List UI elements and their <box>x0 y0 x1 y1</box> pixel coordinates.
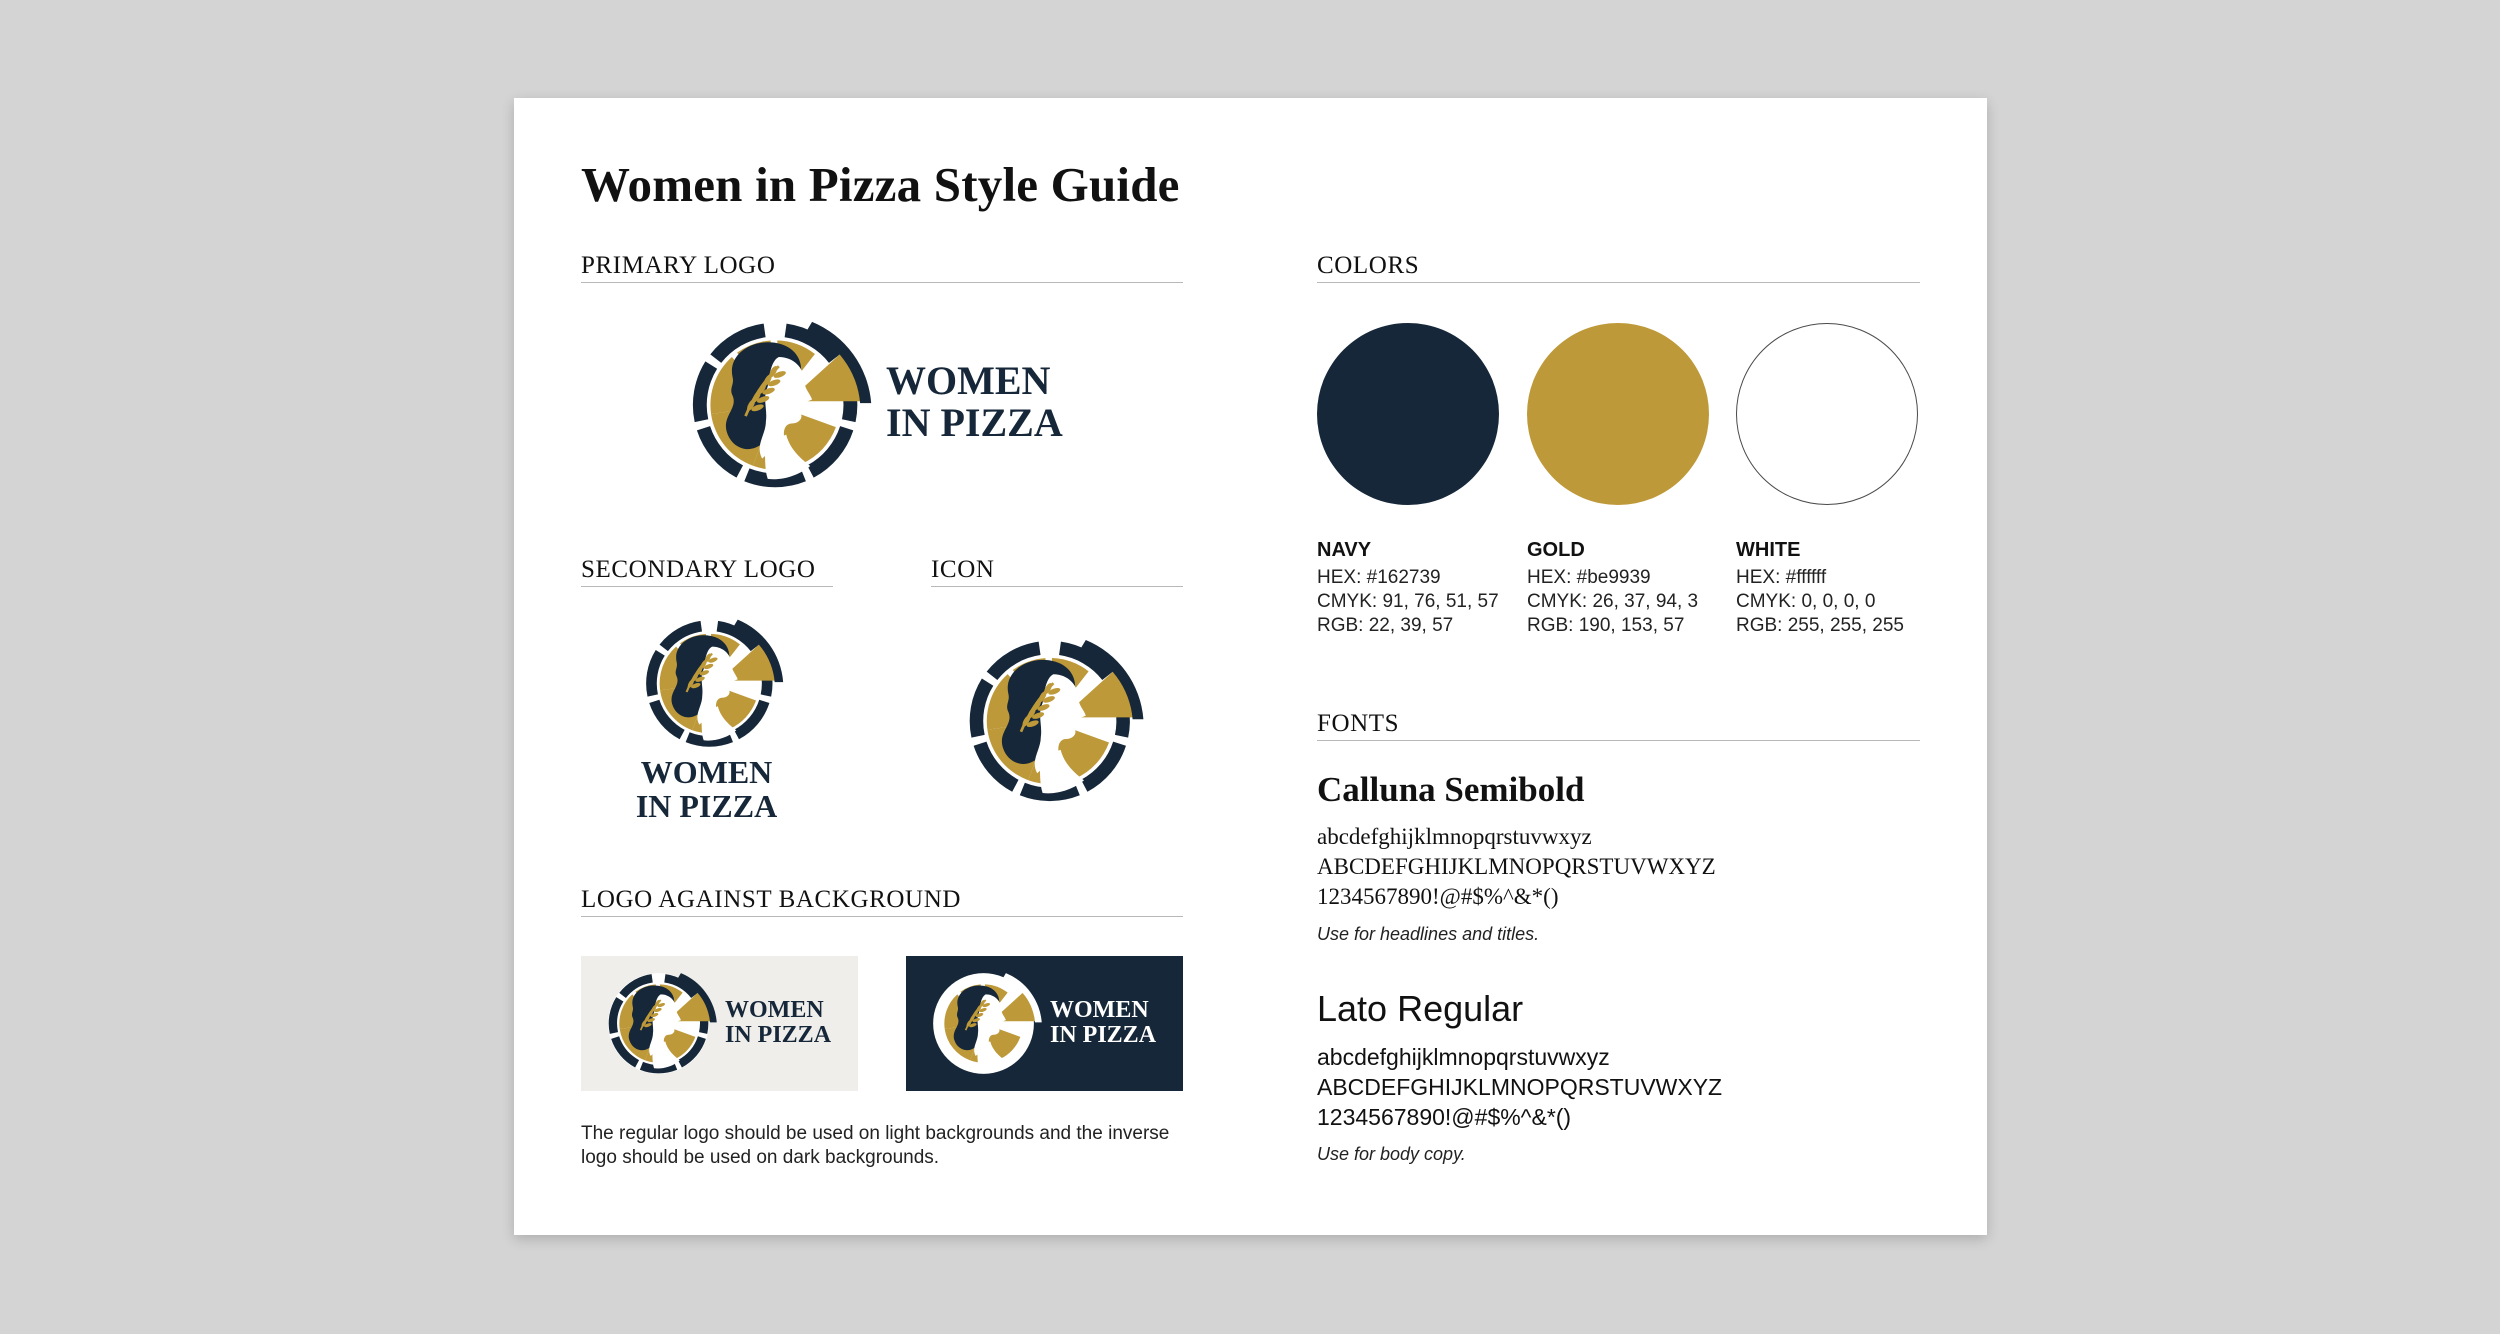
color-cmyk: CMYK: 91, 76, 51, 57 <box>1317 591 1499 612</box>
light-wordmark <box>725 998 831 1048</box>
fonts-heading: FONTS <box>1317 710 1920 741</box>
color-cmyk: CMYK: 26, 37, 94, 3 <box>1527 591 1699 612</box>
colors-heading: COLORS <box>1317 252 1920 283</box>
color-name: NAVY <box>1317 539 1372 561</box>
font-lowercase: abcdefghijklmnopqrstuvwxyz <box>1317 1044 1610 1070</box>
style-guide-sheet <box>514 98 1987 1235</box>
icon-heading: ICON <box>931 556 1183 587</box>
font-lowercase: abcdefghijklmnopqrstuvwxyz <box>1317 824 1592 849</box>
navy-swatch <box>1317 323 1499 505</box>
font-uppercase: ABCDEFGHIJKLMNOPQRSTUVWXYZ <box>1317 854 1716 879</box>
secondary-logo-heading: SECONDARY LOGO <box>581 556 833 587</box>
color-white <box>1736 323 1936 638</box>
wordmark-line-1: WOMEN <box>886 358 1051 403</box>
color-rgb: RGB: 190, 153, 57 <box>1527 615 1685 636</box>
secondary-logo <box>634 618 814 918</box>
background-usage-note: The regular logo should be used on light backgrounds and the inverse logo should be used on dark backgrounds. <box>581 1123 1170 1168</box>
wordmark-line-2: IN PIZZA <box>635 787 778 824</box>
color-palette <box>1317 323 1920 653</box>
color-gold <box>1527 323 1727 638</box>
color-name: GOLD <box>1527 539 1585 561</box>
color-rgb: RGB: 22, 39, 57 <box>1317 615 1454 636</box>
logo-emblem-icon <box>607 972 719 1075</box>
font-digits: 1234567890!@#$%^&*() <box>1317 884 1559 909</box>
logo-dark-background <box>906 956 1183 1091</box>
white-swatch <box>1736 323 1918 505</box>
font-usage: Use for headlines and titles. <box>1317 924 1540 944</box>
font-name: Lato Regular <box>1317 988 1524 1029</box>
wordmark-line-2: IN PIZZA <box>725 1022 832 1049</box>
primary-logo <box>690 320 1070 490</box>
inverse-logo-emblem-icon <box>932 972 1044 1075</box>
font-digits: 1234567890!@#$%^&*() <box>1317 1104 1572 1130</box>
color-hex: HEX: #ffffff <box>1736 567 1827 588</box>
font-name: Calluna Semibold <box>1317 770 1585 809</box>
gold-swatch <box>1527 323 1709 505</box>
page-title: Women in Pizza Style Guide <box>581 157 1180 212</box>
dark-wordmark <box>1050 998 1156 1048</box>
logo-emblem-icon <box>644 618 786 749</box>
font-uppercase: ABCDEFGHIJKLMNOPQRSTUVWXYZ <box>1317 1074 1723 1100</box>
wordmark-line-1: WOMEN <box>640 754 773 790</box>
color-cmyk: CMYK: 0, 0, 0, 0 <box>1736 591 1876 612</box>
color-hex: HEX: #162739 <box>1317 567 1441 588</box>
color-rgb: RGB: 255, 255, 255 <box>1736 615 1904 636</box>
primary-wordmark <box>886 360 1063 444</box>
font-sample-lato <box>1317 988 1920 1165</box>
primary-logo-heading: PRIMARY LOGO <box>581 252 1183 283</box>
wordmark-line-1: WOMEN <box>1050 997 1149 1023</box>
logo-emblem-icon <box>690 320 875 490</box>
wordmark-line-2: IN PIZZA <box>886 400 1063 445</box>
color-hex: HEX: #be9939 <box>1527 567 1651 588</box>
wordmark-line-2: IN PIZZA <box>1050 1022 1157 1049</box>
font-sample-calluna <box>1317 770 1920 945</box>
color-name: WHITE <box>1736 539 1801 561</box>
color-navy <box>1317 323 1517 638</box>
logo-light-background <box>581 956 858 1091</box>
wordmark-line-1: WOMEN <box>725 997 824 1023</box>
icon-emblem-icon <box>967 638 1147 804</box>
font-usage: Use for body copy. <box>1317 1144 1466 1164</box>
secondary-wordmark <box>634 756 779 823</box>
logo-against-background-heading: LOGO AGAINST BACKGROUND <box>581 886 1183 917</box>
